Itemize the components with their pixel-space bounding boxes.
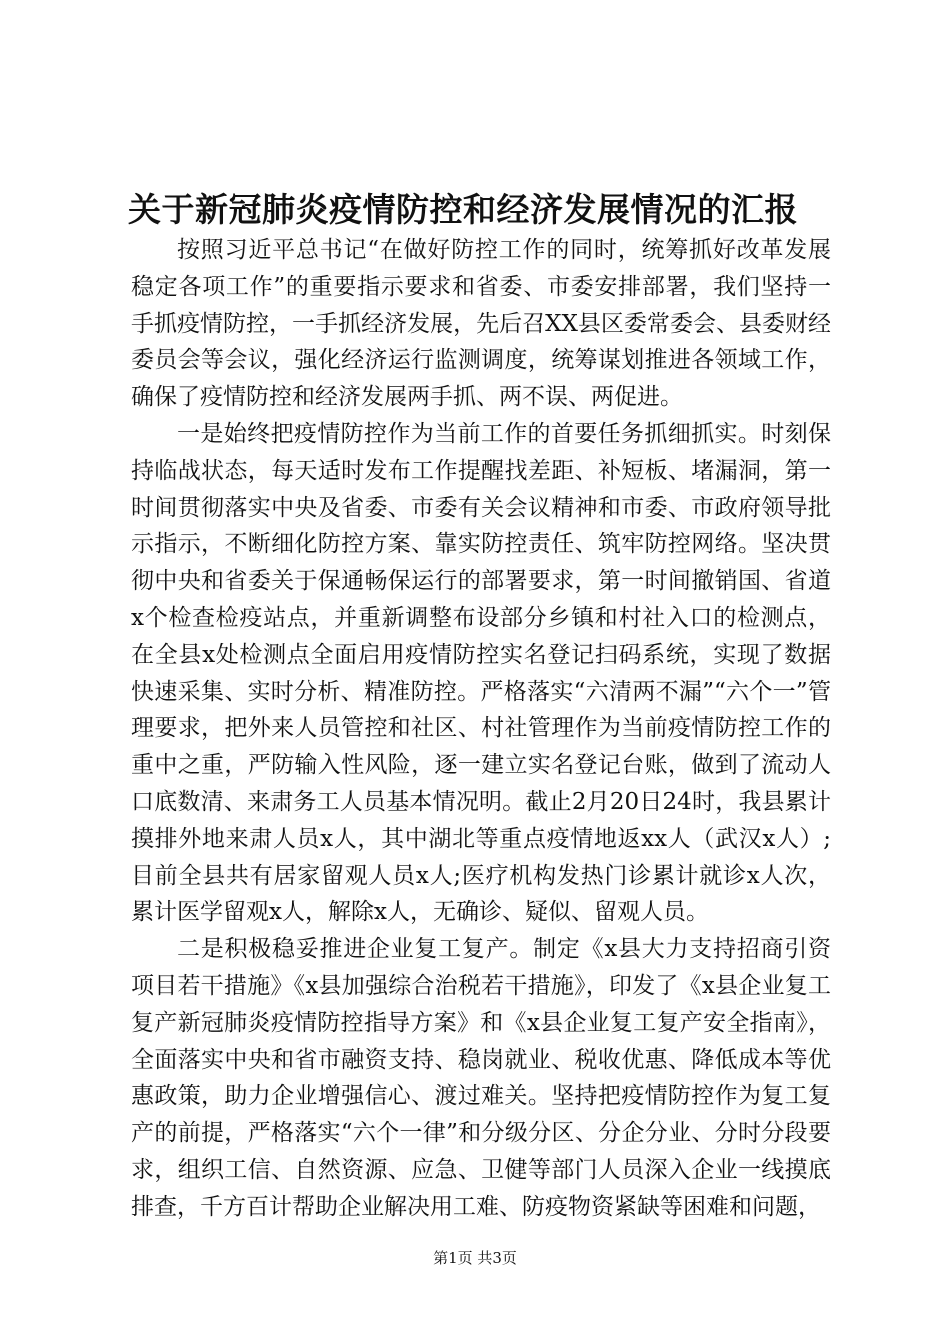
- body-paragraph-epidemic-control: 一是始终把疫情防控作为当前工作的首要任务抓细抓实。时刻保持临战状态，每天适时发布工作提醒找差距、补短板、堵漏洞，第一时间贯彻落实中央及省委、市委有关会议精神和市委、市政府领导批示指示，不断细化防控方案、靠实防控责任、筑牢防控网络。坚决贯彻中央和省委关于保通畅保运行的部署要求，第一时间撤销国、省道x个检查检疫站点，并重新调整布设部分乡镇和村社入口的检测点，在全县x处检测点全面启用疫情防控实名登记扫码系统，实现了数据快速采集、实时分析、精准防控。严格落实“六清两不漏”“六个一”管理要求，把外来人员管控和社区、村社管理作为当前疫情防控工作的重中之重，严防输入性风险，逐一建立实名登记台账，做到了流动人口底数清、来肃务工人员基本情况明。截止2月20日24时，我县累计摸排外地来肃人员x人，其中湖北等重点疫情地返xx人（武汉x人）;目前全县共有居家留观人员x人;医疗机构发热门诊累计就诊x人次，累计医学留观x人，解除x人，无确诊、疑似、留观人员。: [131, 420, 831, 926]
- page-number-footer: 第1页 共3页: [433, 1249, 517, 1267]
- document-body: [131, 232, 831, 1226]
- document-title: 关于新冠肺炎疫情防控和经济发展情况的汇报: [128, 190, 798, 229]
- body-paragraph-resume-production: 二是积极稳妥推进企业复工复产。制定《x县大力支持招商引资项目若干措施》《x县加强综合治税若干措施》，印发了《x县企业复工复产新冠肺炎疫情防控指导方案》和《x县企业复工复产安全指南》，全面落实中央和省市融资支持、稳岗就业、税收优惠、降低成本等优惠政策，助力企业增强信心、渡过难关。坚持把疫情防控作为复工复产的前提，严格落实“六个一律”和分级分区、分企分业、分时分段要求，组织工信、自然资源、应急、卫健等部门人员深入企业一线摸底排查，千方百计帮助企业解决用工难、防疫物资紧缺等困难和问题，: [131, 936, 831, 1220]
- body-paragraph-intro: 按照习近平总书记“在做好防控工作的同时，统筹抓好改革发展稳定各项工作”的重要指示要求和省委、市委安排部署，我们坚持一手抓疫情防控，一手抓经济发展，先后召XX县区委常委会、县委财经委员会等会议，强化经济运行监测调度，统筹谋划推进各领域工作，确保了疫情防控和经济发展两手抓、两不误、两促进。: [131, 237, 831, 411]
